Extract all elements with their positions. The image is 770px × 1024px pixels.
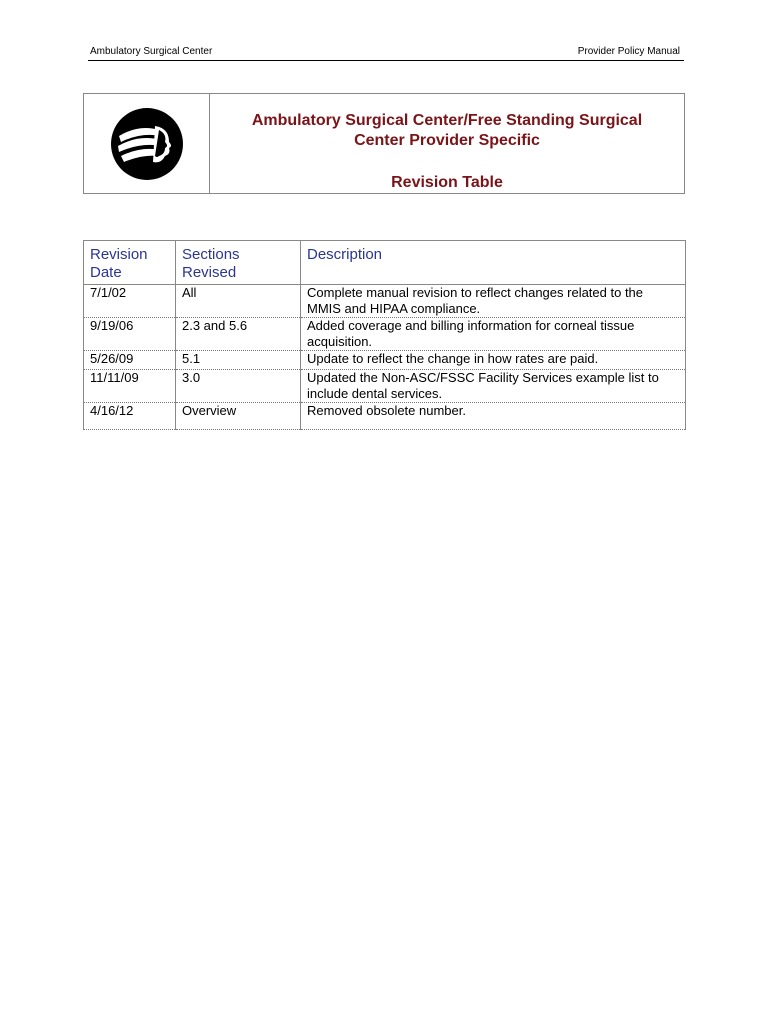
cell-description: Update to reflect the change in how rates are paid. bbox=[301, 351, 686, 370]
table-header-row bbox=[84, 241, 686, 285]
header-description: Description bbox=[301, 241, 686, 285]
cell-description: Updated the Non-ASC/FSSC Facility Services example list to include dental services. bbox=[301, 370, 686, 403]
table-row bbox=[84, 318, 686, 351]
logo-cell bbox=[84, 94, 210, 193]
running-header-left: Ambulatory Surgical Center bbox=[90, 46, 213, 57]
title-cell bbox=[210, 94, 684, 193]
subtitle: Revision Table bbox=[391, 174, 503, 191]
header-divider bbox=[88, 60, 684, 61]
cell-sections: 2.3 and 5.6 bbox=[176, 318, 301, 351]
cell-date: 11/11/09 bbox=[84, 370, 176, 403]
title-line-1: Ambulatory Surgical Center/Free Standing Surgical bbox=[251, 112, 643, 129]
header-sections-line-1: Sections bbox=[182, 246, 240, 263]
title-box bbox=[83, 93, 685, 194]
table-row bbox=[84, 403, 686, 430]
header-revision-date bbox=[84, 241, 176, 285]
cell-description: Complete manual revision to reflect changes related to the MMIS and HIPAA compliance. bbox=[301, 285, 686, 318]
cell-description: Removed obsolete number. bbox=[301, 403, 686, 430]
cell-sections: All bbox=[176, 285, 301, 318]
running-header-right: Provider Policy Manual bbox=[577, 46, 680, 57]
cell-date: 9/19/06 bbox=[84, 318, 176, 351]
revision-table bbox=[83, 240, 686, 430]
table-row bbox=[84, 370, 686, 403]
header-sections-line-2: Revised bbox=[182, 264, 237, 281]
header-date-line-2: Date bbox=[90, 264, 122, 281]
cell-date: 7/1/02 bbox=[84, 285, 176, 318]
cell-sections: 5.1 bbox=[176, 351, 301, 370]
cell-sections: 3.0 bbox=[176, 370, 301, 403]
head-profile-logo-icon bbox=[109, 106, 185, 182]
table-row bbox=[84, 285, 686, 318]
cell-description: Added coverage and billing information for corneal tissue acquisition. bbox=[301, 318, 686, 351]
cell-sections: Overview bbox=[176, 403, 301, 430]
header-sections-revised bbox=[176, 241, 301, 285]
cell-date: 5/26/09 bbox=[84, 351, 176, 370]
table-row bbox=[84, 351, 686, 370]
title-line-2: Center Provider Specific bbox=[354, 132, 540, 149]
header-date-line-1: Revision bbox=[90, 246, 148, 263]
cell-date: 4/16/12 bbox=[84, 403, 176, 430]
